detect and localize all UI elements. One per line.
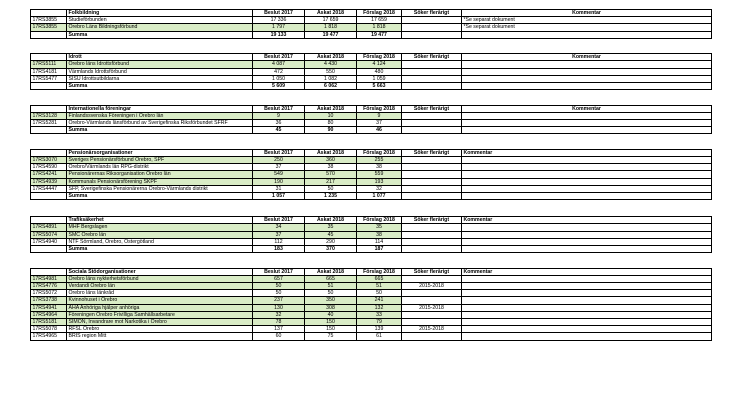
organisation-name-cell[interactable]: Örebro/Värmlands län RPG-distrikt [67,164,253,171]
section-header-row [31,268,712,275]
column-header-forslag[interactable]: Förslag 2018 [357,149,402,156]
beslut-cell[interactable]: 1 797 [253,24,305,31]
table-row [31,326,712,333]
kommentar-cell[interactable] [462,164,712,171]
column-header-forslag[interactable]: Förslag 2018 [357,10,402,17]
organisation-name-cell[interactable]: MHF Bergslagen [67,224,253,231]
askat-cell[interactable]: 80 [305,120,357,127]
sum-row [31,246,712,253]
sum-forslag-cell[interactable]: 187 [357,246,402,253]
kommentar-cell[interactable] [462,326,712,333]
section-title[interactable]: Folkbildning [67,10,253,17]
organisation-name-cell[interactable]: Örebro-Värmlands länsförbund av Sverigefinska Riksförbundet SFRF [67,120,253,127]
kommentar-cell[interactable]: *Se separat dokument [462,24,712,31]
askat-cell[interactable]: 665 [305,275,357,282]
beslut-cell[interactable]: 37 [253,231,305,238]
section-title[interactable]: Idrott [67,54,253,61]
organisation-name-cell[interactable]: Örebro Läns Bildningsförbund [67,24,253,31]
forslag-cell[interactable]: 61 [357,333,402,340]
case-id-cell[interactable]: 17RS4447 [31,185,67,192]
beslut-cell[interactable]: 250 [253,157,305,164]
beslut-cell[interactable]: 34 [253,224,305,231]
askat-cell[interactable]: 150 [305,326,357,333]
table-row [31,319,712,326]
section-title[interactable]: Pensionärsorganisationer [67,149,253,156]
beslut-cell[interactable]: 549 [253,171,305,178]
table-body [31,10,712,341]
askat-cell[interactable]: 350 [305,297,357,304]
forslag-cell[interactable]: 1 059 [357,75,402,82]
table-row [31,185,712,192]
column-header-askat[interactable]: Äskat 2018 [305,149,357,156]
case-id-cell[interactable]: 17RS4776 [31,283,67,290]
spacer-cell [31,38,712,53]
spacer-cell [31,200,712,217]
sum-beslut-cell[interactable]: 183 [253,246,305,253]
column-header-soker[interactable]: Söker flerårigt [402,268,462,275]
askat-cell[interactable]: 75 [305,333,357,340]
soker-cell[interactable] [402,157,462,164]
beslut-cell[interactable]: 237 [253,297,305,304]
kommentar-cell[interactable] [462,68,712,75]
header-blank-cell[interactable] [31,54,67,61]
column-header-kommentar[interactable]: Kommentar [462,10,712,17]
case-id-cell[interactable]: 17RS4965 [31,333,67,340]
case-id-cell[interactable]: 17RS4241 [31,171,67,178]
forslag-cell[interactable]: 32 [357,185,402,192]
soker-cell[interactable] [402,112,462,119]
sum-label-cell[interactable]: Summa [67,31,253,38]
section-header-row [31,54,712,61]
forslag-cell[interactable]: 38 [357,231,402,238]
organisation-name-cell[interactable]: BRIS region Mitt [67,333,253,340]
forslag-cell[interactable]: 33 [357,311,402,318]
sum-kommentar-cell[interactable] [462,246,712,253]
sum-forslag-cell[interactable]: 46 [357,127,402,134]
table-row [31,224,712,231]
forslag-cell[interactable]: 480 [357,68,402,75]
column-header-forslag[interactable]: Förslag 2018 [357,268,402,275]
organisation-name-cell[interactable]: Föreningen Örebro Frivilliga Samhällsarbetare [67,311,253,318]
budget-table [30,9,712,341]
beslut-cell[interactable]: 9 [253,112,305,119]
organisation-name-cell[interactable]: RFSL Örebro [67,326,253,333]
section-title[interactable]: Sociala Stödorganisationer [67,268,253,275]
table-row [31,275,712,282]
column-header-forslag[interactable]: Förslag 2018 [357,217,402,224]
kommentar-cell[interactable] [462,120,712,127]
sum-kommentar-cell[interactable] [462,193,712,200]
organisation-name-cell[interactable]: SFP, Sverigefinska Pensionärerna Örebro-Värmlands distrikt [67,185,253,192]
section-header-row [31,217,712,224]
spacer-cell [31,253,712,268]
beslut-cell[interactable]: 137 [253,326,305,333]
organisation-name-cell[interactable]: Kommunals Pensionärsförening SKPF [67,178,253,185]
sum-soker-cell[interactable] [402,193,462,200]
askat-cell[interactable]: 150 [305,319,357,326]
sum-soker-cell[interactable] [402,83,462,90]
sum-blank-cell[interactable] [31,193,67,200]
askat-cell[interactable]: 50 [305,185,357,192]
spacer-cell [31,90,712,105]
sum-label-cell[interactable]: Summa [67,246,253,253]
column-header-beslut[interactable]: Beslut 2017 [253,149,305,156]
sum-forslag-cell[interactable]: 19 477 [357,31,402,38]
kommentar-cell[interactable] [462,171,712,178]
organisation-name-cell[interactable]: Örebro läns länkråd [67,290,253,297]
section-header-row [31,10,712,17]
section-spacer [31,134,712,149]
askat-cell[interactable]: 550 [305,68,357,75]
soker-cell[interactable] [402,290,462,297]
organisation-name-cell[interactable]: Studieförbunden [67,17,253,24]
section-spacer [31,200,712,217]
case-id-cell[interactable]: 17RS3855 [31,24,67,31]
column-header-beslut[interactable]: Beslut 2017 [253,217,305,224]
table-row [31,68,712,75]
sum-kommentar-cell[interactable] [462,83,712,90]
case-id-cell[interactable]: 17RS5477 [31,75,67,82]
beslut-cell[interactable]: 472 [253,68,305,75]
kommentar-cell[interactable] [462,231,712,238]
table-row [31,297,712,304]
beslut-cell[interactable]: 60 [253,333,305,340]
case-id-cell[interactable]: 17RS3855 [31,17,67,24]
soker-cell[interactable] [402,164,462,171]
column-header-kommentar[interactable]: Kommentar [462,268,712,275]
soker-cell[interactable]: 2015-2018 [402,283,462,290]
kommentar-cell[interactable] [462,275,712,282]
organisation-name-cell[interactable]: SMC Örebro län [67,231,253,238]
soker-cell[interactable] [402,120,462,127]
soker-cell[interactable] [402,319,462,326]
forslag-cell[interactable]: 114 [357,238,402,245]
beslut-cell[interactable]: 112 [253,238,305,245]
kommentar-cell[interactable] [462,311,712,318]
forslag-cell[interactable]: 17 659 [357,17,402,24]
forslag-cell[interactable]: 241 [357,297,402,304]
soker-cell[interactable] [402,68,462,75]
column-header-kommentar[interactable]: Kommentar [462,149,712,156]
column-header-forslag[interactable]: Förslag 2018 [357,54,402,61]
table-row [31,171,712,178]
askat-cell[interactable]: 290 [305,238,357,245]
section-header-row [31,149,712,156]
beslut-cell[interactable]: 17 336 [253,17,305,24]
table-row [31,112,712,119]
organisation-name-cell[interactable]: AHA Anhöriga hjälper anhöriga [67,304,253,311]
askat-cell[interactable]: 10 [305,112,357,119]
beslut-cell[interactable]: 190 [253,178,305,185]
case-id-cell[interactable]: 17RS3738 [31,297,67,304]
column-header-soker[interactable]: Söker flerårigt [402,217,462,224]
table-row [31,17,712,24]
sum-row [31,83,712,90]
case-id-cell[interactable]: 17RS4981 [31,275,67,282]
table-row [31,164,712,171]
forslag-cell[interactable]: 79 [357,319,402,326]
column-header-askat[interactable]: Äskat 2018 [305,268,357,275]
case-id-cell[interactable]: 17RS4891 [31,224,67,231]
soker-cell[interactable] [402,275,462,282]
beslut-cell[interactable]: 130 [253,304,305,311]
forslag-cell[interactable]: 132 [357,304,402,311]
header-blank-cell[interactable] [31,10,67,17]
column-header-askat[interactable]: Äskat 2018 [305,217,357,224]
table-row [31,231,712,238]
askat-cell[interactable]: 35 [305,224,357,231]
askat-cell[interactable]: 45 [305,231,357,238]
kommentar-cell[interactable] [462,319,712,326]
forslag-cell[interactable]: 193 [357,178,402,185]
sum-row [31,127,712,134]
sum-askat-cell[interactable]: 1 235 [305,193,357,200]
section-spacer [31,253,712,268]
kommentar-cell[interactable] [462,178,712,185]
table-row [31,283,712,290]
forslag-cell[interactable]: 38 [357,164,402,171]
sum-forslag-cell[interactable]: 5 663 [357,83,402,90]
section-header-row [31,105,712,112]
forslag-cell[interactable]: 9 [357,112,402,119]
column-header-soker[interactable]: Söker flerårigt [402,149,462,156]
column-header-askat[interactable]: Äskat 2018 [305,105,357,112]
soker-cell[interactable] [402,231,462,238]
beslut-cell[interactable]: 1 050 [253,75,305,82]
column-header-beslut[interactable]: Beslut 2017 [253,105,305,112]
table-row [31,75,712,82]
soker-cell[interactable] [402,238,462,245]
soker-cell[interactable] [402,311,462,318]
section-spacer [31,38,712,53]
section-spacer [31,90,712,105]
section-title[interactable]: Internationella föreningar [67,105,253,112]
kommentar-cell[interactable] [462,185,712,192]
sum-askat-cell[interactable]: 19 477 [305,31,357,38]
forslag-cell[interactable]: 139 [357,326,402,333]
forslag-cell[interactable]: 4 124 [357,61,402,68]
forslag-cell[interactable]: 51 [357,283,402,290]
organisation-name-cell[interactable]: Finlandssvenska Föreningen i Örebro län [67,112,253,119]
askat-cell[interactable]: 17 659 [305,17,357,24]
soker-cell[interactable] [402,224,462,231]
sum-kommentar-cell[interactable] [462,127,712,134]
forslag-cell[interactable]: 50 [357,290,402,297]
kommentar-cell[interactable] [462,333,712,340]
askat-cell[interactable]: 1 818 [305,24,357,31]
sum-label-cell[interactable]: Summa [67,193,253,200]
spacer-cell [31,134,712,149]
case-id-cell[interactable]: 17RS5111 [31,61,67,68]
sum-soker-cell[interactable] [402,246,462,253]
column-header-askat[interactable]: Äskat 2018 [305,54,357,61]
kommentar-cell[interactable] [462,61,712,68]
case-id-cell[interactable]: 17RS4181 [31,68,67,75]
askat-cell[interactable]: 308 [305,304,357,311]
beslut-cell[interactable]: 50 [253,283,305,290]
askat-cell[interactable]: 360 [305,157,357,164]
case-id-cell[interactable]: 17RS5072 [31,290,67,297]
kommentar-cell[interactable] [462,157,712,164]
organisation-name-cell[interactable]: Örebro läns Idrottsförbund [67,61,253,68]
organisation-name-cell[interactable]: Kvinnohuset i Örebro [67,297,253,304]
forslag-cell[interactable]: 665 [357,275,402,282]
sum-beslut-cell[interactable]: 5 609 [253,83,305,90]
case-id-cell[interactable]: 17RS3070 [31,157,67,164]
sum-beslut-cell[interactable]: 45 [253,127,305,134]
column-header-beslut[interactable]: Beslut 2017 [253,268,305,275]
header-blank-cell[interactable] [31,149,67,156]
sum-beslut-cell[interactable]: 19 133 [253,31,305,38]
beslut-cell[interactable]: 78 [253,319,305,326]
forslag-cell[interactable]: 255 [357,157,402,164]
case-id-cell[interactable]: 17RS4939 [31,178,67,185]
column-header-beslut[interactable]: Beslut 2017 [253,54,305,61]
forslag-cell[interactable]: 37 [357,120,402,127]
askat-cell[interactable]: 50 [305,290,357,297]
sum-blank-cell[interactable] [31,83,67,90]
organisation-name-cell[interactable]: Pensionärernas Riksorganisation Örebro län [67,171,253,178]
spreadsheet [30,9,711,341]
soker-cell[interactable] [402,61,462,68]
header-blank-cell[interactable] [31,217,67,224]
column-header-beslut[interactable]: Beslut 2017 [253,10,305,17]
table-row [31,333,712,340]
kommentar-cell[interactable] [462,75,712,82]
sum-soker-cell[interactable] [402,127,462,134]
sum-askat-cell[interactable]: 6 062 [305,83,357,90]
table-row [31,238,712,245]
soker-cell[interactable] [402,185,462,192]
forslag-cell[interactable]: 35 [357,224,402,231]
beslut-cell[interactable]: 36 [253,120,305,127]
kommentar-cell[interactable] [462,224,712,231]
sum-beslut-cell[interactable]: 1 057 [253,193,305,200]
organisation-name-cell[interactable]: SISU Idrottsutbildarna [67,75,253,82]
sum-blank-cell[interactable] [31,127,67,134]
header-blank-cell[interactable] [31,105,67,112]
askat-cell[interactable]: 38 [305,164,357,171]
sum-row [31,193,712,200]
case-id-cell[interactable]: 17RS4940 [31,238,67,245]
section-title[interactable]: Trafiksäkerhet [67,217,253,224]
sum-blank-cell[interactable] [31,31,67,38]
askat-cell[interactable]: 40 [305,311,357,318]
kommentar-cell[interactable] [462,112,712,119]
kommentar-cell[interactable] [462,290,712,297]
table-row [31,24,712,31]
sum-row [31,31,712,38]
case-id-cell[interactable]: 17RS5181 [31,319,67,326]
sum-soker-cell[interactable] [402,31,462,38]
table-row [31,157,712,164]
case-id-cell[interactable]: 17RS5074 [31,231,67,238]
organisation-name-cell[interactable]: SIMON, Invandrare mot Narkotika i Örebro [67,319,253,326]
case-id-cell[interactable]: 17RS5078 [31,326,67,333]
forslag-cell[interactable]: 1 818 [357,24,402,31]
case-id-cell[interactable]: 17RS5281 [31,120,67,127]
sum-kommentar-cell[interactable] [462,31,712,38]
kommentar-cell[interactable]: *Se separat dokument [462,17,712,24]
beslut-cell[interactable]: 50 [253,290,305,297]
soker-cell[interactable] [402,171,462,178]
soker-cell[interactable] [402,75,462,82]
beslut-cell[interactable]: 31 [253,185,305,192]
beslut-cell[interactable]: 32 [253,311,305,318]
column-header-askat[interactable]: Äskat 2018 [305,10,357,17]
soker-cell[interactable] [402,333,462,340]
askat-cell[interactable]: 570 [305,171,357,178]
sum-blank-cell[interactable] [31,246,67,253]
sum-askat-cell[interactable]: 90 [305,127,357,134]
kommentar-cell[interactable] [462,238,712,245]
askat-cell[interactable]: 51 [305,283,357,290]
table-row [31,120,712,127]
header-blank-cell[interactable] [31,268,67,275]
soker-cell[interactable] [402,297,462,304]
kommentar-cell[interactable] [462,283,712,290]
kommentar-cell[interactable] [462,297,712,304]
table-row [31,304,712,311]
kommentar-cell[interactable] [462,304,712,311]
organisation-name-cell[interactable]: Verdandi Örebro län [67,283,253,290]
column-header-kommentar[interactable]: Kommentar [462,217,712,224]
soker-cell[interactable] [402,17,462,24]
beslut-cell[interactable]: 4 087 [253,61,305,68]
organisation-name-cell[interactable]: Sveriges Pensionärsförbund Örebro, SPF [67,157,253,164]
organisation-name-cell[interactable]: Värmlands Idrottsförbund [67,68,253,75]
askat-cell[interactable]: 217 [305,178,357,185]
soker-cell[interactable] [402,24,462,31]
organisation-name-cell[interactable]: NTF Sörmland, Örebro, Östergötland [67,238,253,245]
beslut-cell[interactable]: 657 [253,275,305,282]
table-row [31,311,712,318]
case-id-cell[interactable]: 17RS3128 [31,112,67,119]
askat-cell[interactable]: 1 082 [305,75,357,82]
organisation-name-cell[interactable]: Örebro läns nykterhetsförbund [67,275,253,282]
case-id-cell[interactable]: 17RS4941 [31,304,67,311]
table-row [31,290,712,297]
column-header-kommentar[interactable]: Kommentar [462,54,712,61]
soker-cell[interactable] [402,178,462,185]
column-header-kommentar[interactable]: Kommentar [462,105,712,112]
sum-label-cell[interactable]: Summa [67,127,253,134]
forslag-cell[interactable]: 559 [357,171,402,178]
sum-askat-cell[interactable]: 370 [305,246,357,253]
askat-cell[interactable]: 4 430 [305,61,357,68]
soker-cell[interactable]: 2015-2018 [402,304,462,311]
case-id-cell[interactable]: 17RS4590 [31,164,67,171]
soker-cell[interactable]: 2015-2018 [402,326,462,333]
column-header-forslag[interactable]: Förslag 2018 [357,105,402,112]
sum-label-cell[interactable]: Summa [67,83,253,90]
column-header-soker[interactable]: Söker flerårigt [402,10,462,17]
sum-forslag-cell[interactable]: 1 077 [357,193,402,200]
beslut-cell[interactable]: 37 [253,164,305,171]
column-header-soker[interactable]: Söker flerårigt [402,54,462,61]
table-row [31,61,712,68]
case-id-cell[interactable]: 17RS4964 [31,311,67,318]
table-row [31,178,712,185]
column-header-soker[interactable]: Söker flerårigt [402,105,462,112]
